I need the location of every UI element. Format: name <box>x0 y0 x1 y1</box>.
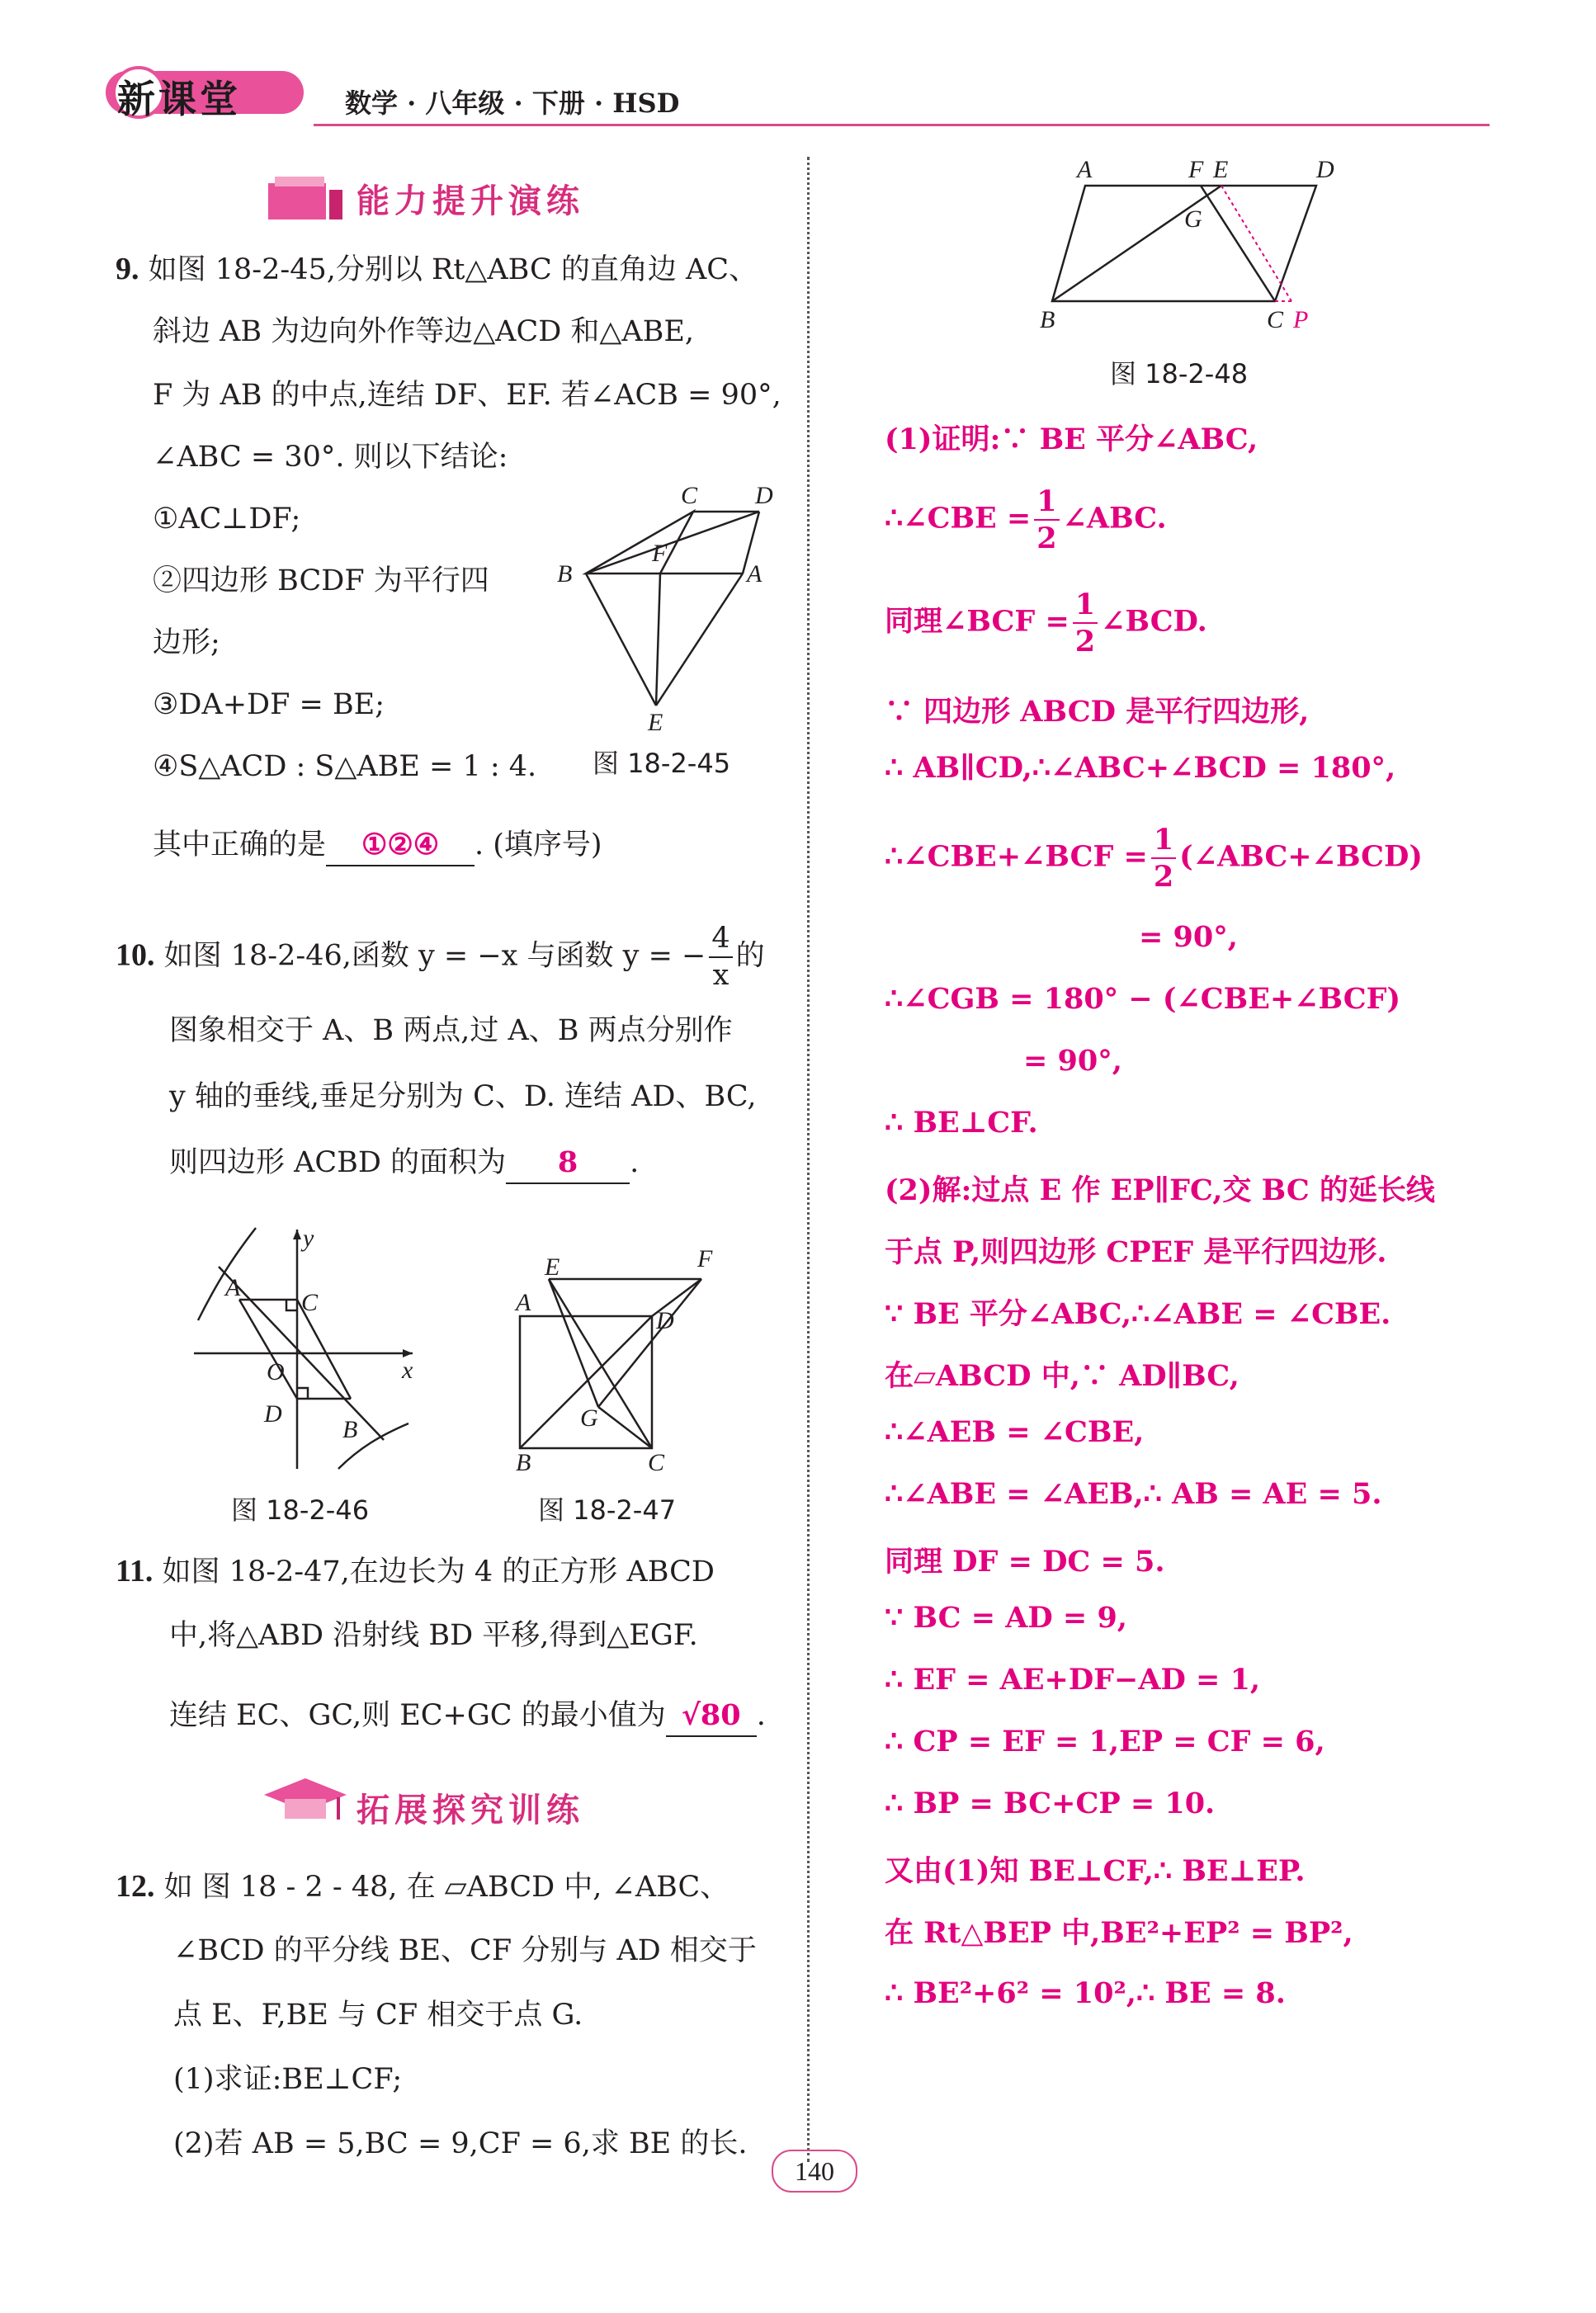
sol-line-11: (2)解:过点 E 作 EP∥FC,交 BC 的延长线 <box>885 1173 1435 1207</box>
f47-label-F: F <box>697 1245 713 1272</box>
sol-line-4: ∵ 四边形 ABCD 是平行四边形, <box>885 695 1310 729</box>
sol-2-frac-num: 1 <box>1034 487 1059 521</box>
q12-text-1: 如 图 18 - 2 - 48, 在 ▱ABCD 中, ∠ABC、 <box>163 1871 730 1904</box>
q10-line4 <box>169 1143 639 1184</box>
q11-line3 <box>169 1696 766 1737</box>
q9-line1 <box>116 249 758 290</box>
q10-figure-caption: 图 18-2-46 <box>231 1494 370 1526</box>
q12-line1 <box>116 1867 729 1907</box>
column-divider <box>807 157 810 2162</box>
figure-18-2-45 <box>545 479 792 734</box>
q11-number: 11. <box>116 1554 153 1588</box>
sol-line-23: 在 Rt△BEP 中,BE²+EP² = BP², <box>885 1916 1353 1950</box>
q11-text-1: 如图 18-2-47,在边长为 4 的正方形 ABCD <box>162 1555 715 1588</box>
f45-label-E: E <box>648 709 663 736</box>
f46-label-y: y <box>303 1225 314 1252</box>
q9-line3: F 为 AB 的中点,连结 DF、EF. 若∠ACB = 90°, <box>153 379 781 412</box>
sol-line-7: = 90°, <box>1139 920 1238 954</box>
q9-conclusion-2: ②四边形 BCDF 为平行四 <box>153 564 489 597</box>
q10-line3: y 轴的垂线,垂足分别为 C、D. 连结 AD、BC, <box>169 1080 757 1113</box>
f48-label-A: A <box>1077 156 1093 183</box>
section-ability-title: 能力提升演练 <box>357 182 584 220</box>
f46-label-O: O <box>267 1358 285 1385</box>
sol-line-1: (1)证明:∵ BE 平分∠ABC, <box>885 422 1258 456</box>
q9-conclusion-2b: 边形; <box>153 626 220 659</box>
q12-part2: (2)若 AB = 5,BC = 9,CF = 6,求 BE 的长. <box>173 2127 748 2160</box>
sol-line-13: ∵ BE 平分∠ABC,∴∠ABE = ∠CBE. <box>885 1297 1391 1331</box>
sol-line-6 <box>885 823 1423 894</box>
sol-line-10: ∴ BE⊥CF. <box>885 1106 1038 1140</box>
q10-answer: 8 <box>506 1143 630 1184</box>
figure-18-2-48 <box>1036 153 1349 342</box>
sol-line-3 <box>885 590 1207 656</box>
q10-frac-num: 4 <box>709 924 732 958</box>
sol-3-pre: 同理∠BCF = <box>885 604 1070 639</box>
f45-label-F: F <box>652 540 668 567</box>
q10-text-1: 如图 18-2-46,函数 y = −x 与函数 y = − <box>163 939 706 973</box>
sol-line-22: 又由(1)知 BE⊥CF,∴ BE⊥EP. <box>885 1854 1306 1888</box>
q9-line4: ∠ABC = 30°. 则以下结论: <box>153 441 508 474</box>
header-subtitle: 数学 · 八年级 · 下册 · HSD <box>345 87 680 119</box>
f48-label-E: E <box>1213 156 1229 183</box>
q12-number: 12. <box>116 1869 155 1904</box>
page-number: 140 <box>772 2150 857 2193</box>
q11-line2: 中,将△ABD 沿射线 BD 平移,得到△EGF. <box>169 1619 698 1652</box>
q12-part1: (1)求证:BE⊥CF; <box>173 2063 403 2096</box>
f46-label-x: x <box>402 1357 413 1384</box>
sol-3-frac-num: 1 <box>1073 590 1098 624</box>
sol-line-15: ∴∠AEB = ∠CBE, <box>885 1415 1145 1449</box>
header-rule <box>314 124 1490 126</box>
sol-6-frac-num: 1 <box>1151 825 1176 859</box>
q10-text-4: 则四边形 ACBD 的面积为 <box>169 1146 507 1179</box>
f48-label-G: G <box>1184 205 1202 233</box>
q11-figure-caption: 图 18-2-47 <box>538 1494 677 1526</box>
figure-18-2-47 <box>508 1230 722 1477</box>
f48-label-C: C <box>1267 306 1284 333</box>
f45-label-C: C <box>681 482 698 509</box>
f45-label-D: D <box>755 482 773 509</box>
f46-label-C: C <box>301 1289 319 1316</box>
f47-label-D: D <box>656 1307 674 1334</box>
graduation-cap-icon <box>260 1774 351 1832</box>
sol-line-17: 同理 DF = DC = 5. <box>885 1545 1165 1579</box>
sol-2-frac-den: 2 <box>1036 522 1057 555</box>
sol-6-frac-den: 2 <box>1153 860 1174 894</box>
f47-label-E: E <box>545 1253 560 1281</box>
f46-label-A: A <box>225 1274 241 1301</box>
q9-text-1: 如图 18-2-45,分别以 Rt△ABC 的直角边 AC、 <box>148 253 758 286</box>
f46-label-D: D <box>264 1400 282 1428</box>
q12-figure-caption: 图 18-2-48 <box>1110 358 1249 389</box>
q10-line2: 图象相交于 A、B 两点,过 A、B 两点分别作 <box>169 1014 733 1047</box>
q11-line1 <box>116 1551 715 1592</box>
sol-line-14: 在▱ABCD 中,∵ AD∥BC, <box>885 1359 1239 1393</box>
sol-line-20: ∴ CP = EF = 1,EP = CF = 6, <box>885 1725 1325 1758</box>
sol-line-8: ∴∠CGB = 180° − (∠CBE+∠BCF) <box>885 982 1401 1016</box>
f48-label-F: F <box>1188 156 1204 183</box>
sol-line-19: ∴ EF = AE+DF−AD = 1, <box>885 1663 1261 1697</box>
q9-number: 9. <box>116 252 139 286</box>
sol-6-pre: ∴∠CBE+∠BCF = <box>885 839 1148 874</box>
header-badge: 新课堂 <box>117 77 241 121</box>
q11-text-3-post: . <box>756 1699 766 1732</box>
sol-line-24: ∴ BE²+6² = 10²,∴ BE = 8. <box>885 1976 1286 2010</box>
sol-3-post: ∠BCD. <box>1101 604 1207 639</box>
sol-6-post: (∠ABC+∠BCD) <box>1179 839 1423 874</box>
f47-label-B: B <box>516 1449 531 1476</box>
f47-label-A: A <box>516 1289 531 1316</box>
q9-tail-pre: 其中正确的是 <box>153 828 327 861</box>
q9-conclusion-4: ④S△ACD : S△ABE = 1 : 4. <box>153 750 537 783</box>
f47-label-C: C <box>648 1449 665 1476</box>
q9-line2: 斜边 AB 为边向外作等边△ACD 和△ABE, <box>153 315 694 348</box>
sol-line-18: ∵ BC = AD = 9, <box>885 1601 1127 1635</box>
q9-tail-post: . (填序号) <box>475 828 602 861</box>
q10-text-1-post: 的 <box>735 939 765 973</box>
f48-label-B: B <box>1040 306 1055 333</box>
sol-line-12: 于点 P,则四边形 CPEF 是平行四边形. <box>885 1235 1387 1269</box>
f48-label-D: D <box>1316 156 1334 183</box>
section-explore-title: 拓展探究训练 <box>357 1791 584 1829</box>
q9-answer: ①②④ <box>326 825 475 866</box>
sol-line-9: = 90°, <box>1023 1044 1122 1078</box>
f45-label-A: A <box>747 560 763 588</box>
figure-18-2-46 <box>186 1221 433 1477</box>
q12-line2: ∠BCD 的平分线 BE、CF 分别与 AD 相交于 <box>173 1934 757 1967</box>
q11-answer: √80 <box>666 1696 757 1737</box>
f47-label-G: G <box>580 1404 598 1432</box>
f48-label-P: P <box>1293 306 1309 333</box>
sol-line-16: ∴∠ABE = ∠AEB,∴ AB = AE = 5. <box>885 1477 1382 1511</box>
sol-line-2 <box>885 484 1167 555</box>
q10-number: 10. <box>116 937 155 973</box>
q9-figure-caption: 图 18-2-45 <box>593 748 731 779</box>
q9-answer-line <box>153 825 602 866</box>
sol-line-5: ∴ AB∥CD,∴∠ABC+∠BCD = 180°, <box>885 751 1396 785</box>
q11-text-3: 连结 EC、GC,则 EC+GC 的最小值为 <box>169 1699 666 1732</box>
q9-conclusion-3: ③DA+DF = BE; <box>153 688 385 721</box>
books-icon <box>260 173 351 226</box>
sol-3-frac-den: 2 <box>1074 625 1096 658</box>
q9-conclusion-1: ①AC⊥DF; <box>153 503 301 536</box>
q10-frac-den: x <box>712 959 730 992</box>
sol-2-pre: ∴∠CBE = <box>885 501 1032 536</box>
q12-line3: 点 E、F,BE 与 CF 相交于点 G. <box>173 1999 583 2032</box>
f45-label-B: B <box>557 560 573 588</box>
f46-label-B: B <box>342 1416 358 1443</box>
sol-2-post: ∠ABC. <box>1062 501 1167 536</box>
q10-text-4-post: . <box>630 1146 640 1179</box>
q10-line1 <box>116 924 765 990</box>
sol-line-21: ∴ BP = BC+CP = 10. <box>885 1787 1216 1820</box>
